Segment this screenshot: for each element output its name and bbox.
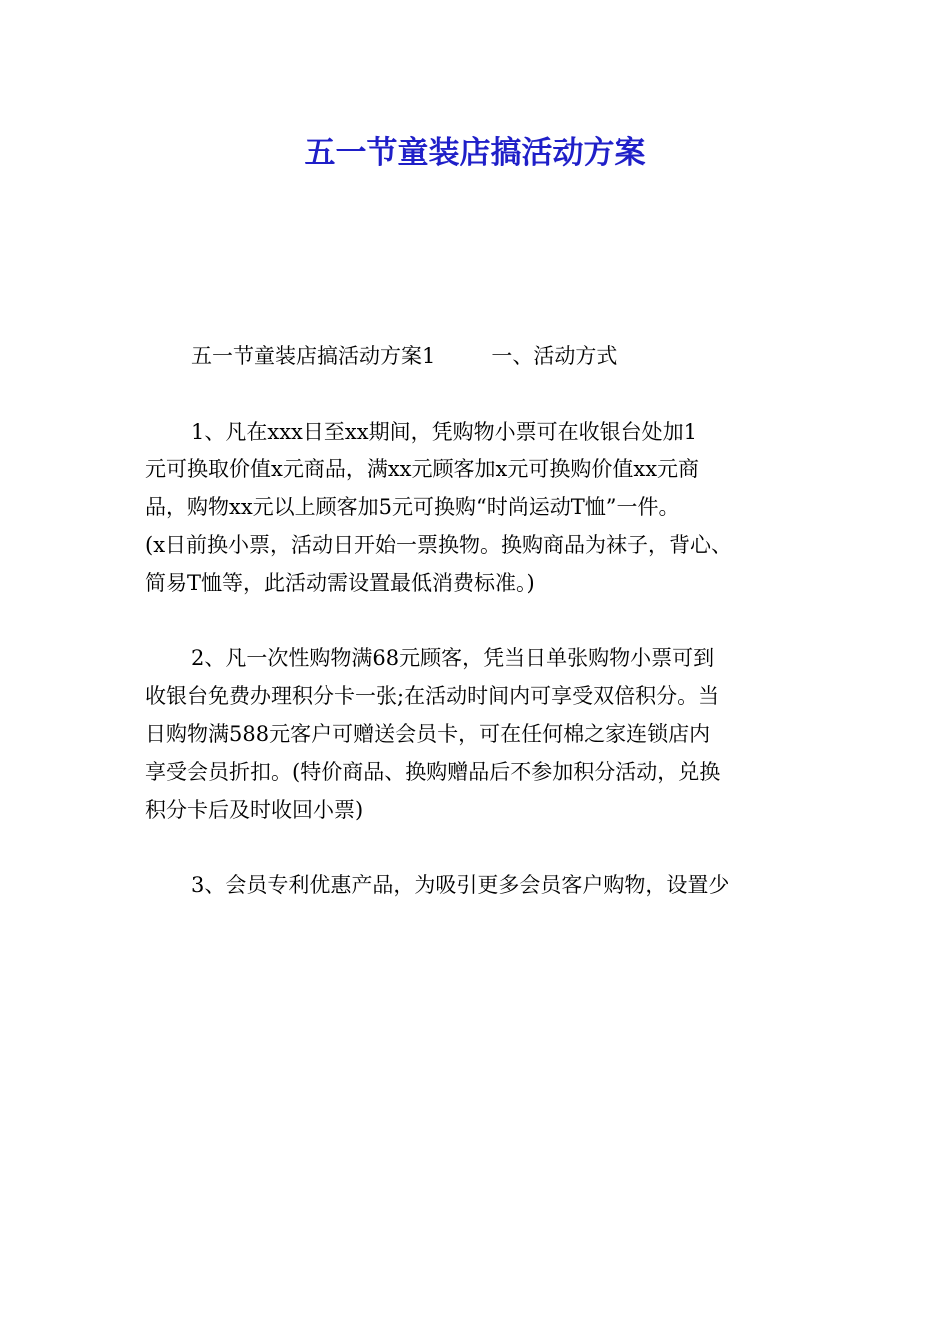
intro-section: 一、活动方式 <box>491 344 618 368</box>
intro-heading: 五一节童装店搞活动方案1 <box>191 344 436 368</box>
document-title: 五一节童装店搞活动方案 <box>304 135 646 171</box>
paragraph-line: 积分卡后及时收回小票) <box>145 797 364 822</box>
paragraph-line: 3、会员专利优惠产品，为吸引更多会员客户购物，设置少 <box>191 873 730 898</box>
document-body <box>145 338 815 905</box>
paragraph-line: (x日前换小票，活动日开始一票换物。换购商品为袜子，背心、 <box>145 532 733 557</box>
intro-paragraph <box>145 338 815 376</box>
paragraph-1 <box>145 414 815 603</box>
paragraph-line: 收银台免费办理积分卡一张;在活动时间内可享受双倍积分。当 <box>145 684 720 709</box>
paragraph-line: 1、凡在xxx日至xx期间，凭购物小票可在收银台处加1 <box>191 419 697 444</box>
paragraph-line: 2、凡一次性购物满68元顾客，凭当日单张购物小票可到 <box>191 646 715 671</box>
paragraph-2 <box>145 640 815 829</box>
paragraph-3 <box>145 867 815 905</box>
paragraph-line: 简易T恤等，此活动需设置最低消费标准。) <box>145 570 535 595</box>
paragraph-line: 品，购物xx元以上顾客加5元可换购“时尚运动T恤”一件。 <box>145 495 680 520</box>
paragraph-line: 日购物满588元客户可赠送会员卡，可在任何棉之家连锁店内 <box>145 721 711 746</box>
paragraph-line: 元可换取价值x元商品，满xx元顾客加x元可换购价值xx元商 <box>145 457 700 482</box>
paragraph-line: 享受会员折扣。(特价商品、换购赠品后不参加积分活动，兑换 <box>145 759 721 784</box>
